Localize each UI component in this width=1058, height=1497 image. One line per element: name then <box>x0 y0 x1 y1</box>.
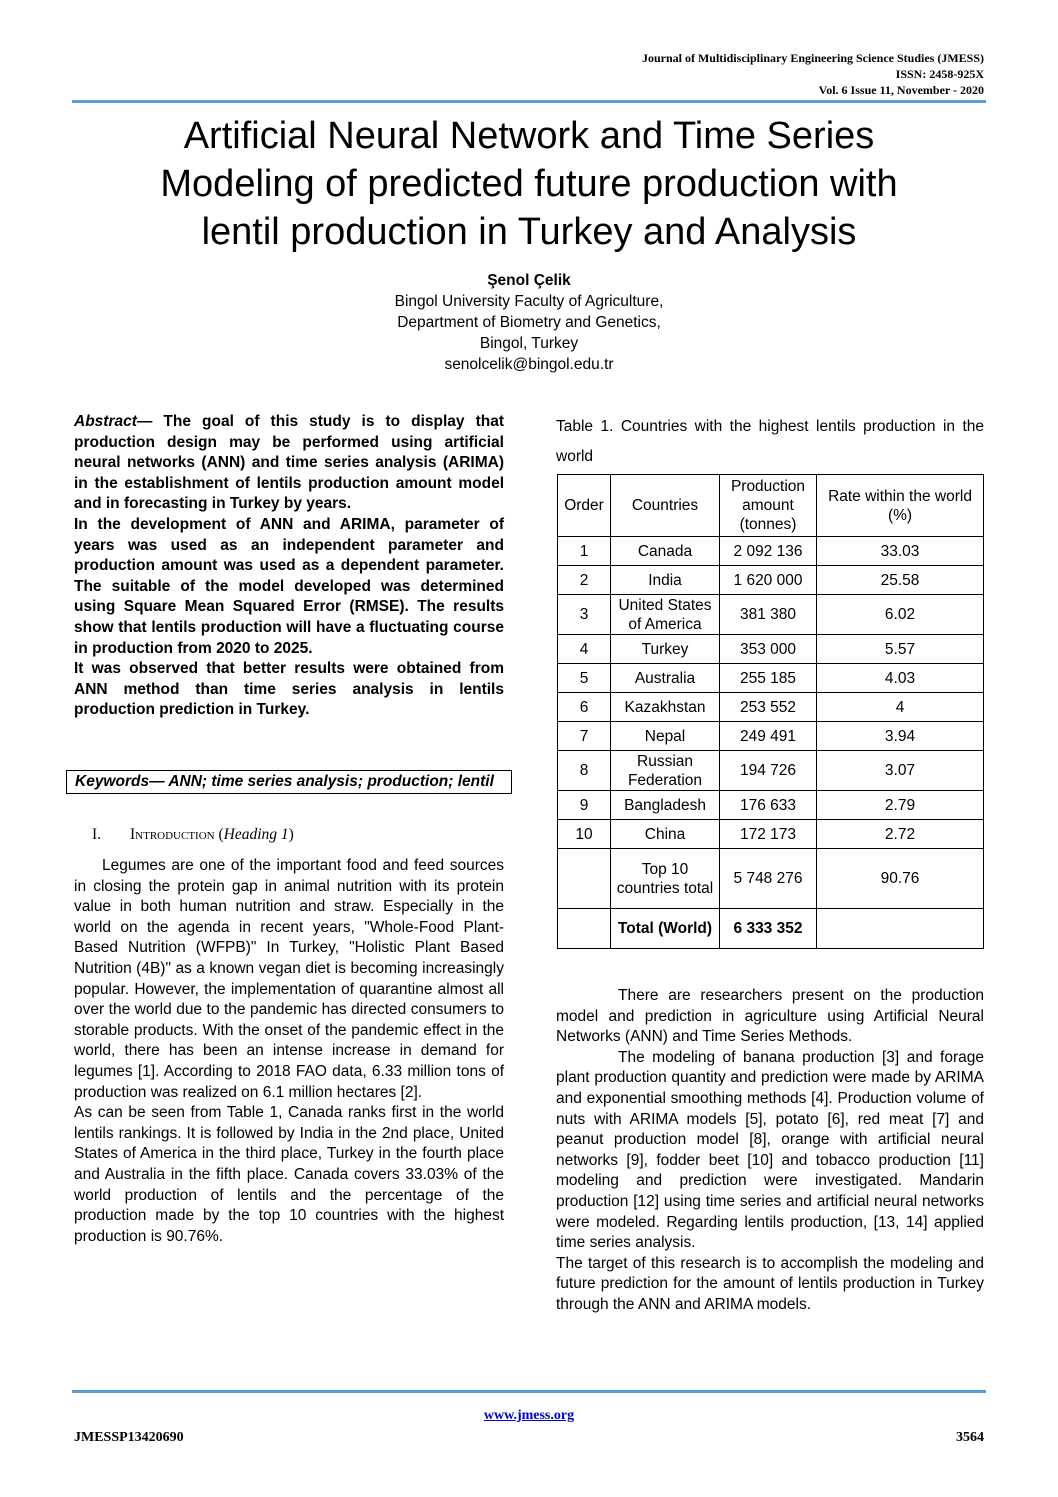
title-line-2: Modeling of predicted future production with <box>160 163 898 205</box>
cell-order <box>558 849 611 909</box>
cell-country: Australia <box>611 664 720 693</box>
journal-url-link[interactable]: www.jmess.org <box>483 1408 575 1423</box>
author-block <box>72 270 986 375</box>
journal-name: Journal of Multidisciplinary Engineering Science Studies (JMESS) <box>641 51 984 65</box>
table-1-caption: Table 1. Countries with the highest lentils production in the world <box>556 418 984 465</box>
cell-rate: 6.02 <box>817 595 984 635</box>
cell-amount: 381 380 <box>720 595 817 635</box>
section-note: Heading 1 <box>223 826 289 843</box>
table-row <box>558 722 984 751</box>
author-affiliation-1: Bingol University Faculty of Agriculture, <box>394 293 664 310</box>
cell-country: United States of America <box>611 595 720 635</box>
author-affiliation-3: Bingol, Turkey <box>479 335 579 352</box>
keywords-text: ANN; time series analysis; production; lentil <box>164 773 494 790</box>
paper-title <box>72 112 986 256</box>
abstract-paragraph-2: In the development of ANN and ARIMA, parameter of years was used as an independent parameter and production amount was used as a dependent parameter. The suitable of the model developed was determined using Square Mean Squared Error (RMSE). The results show that lentils production will have a fluctuating course in production from 2020 to 2025. <box>74 515 504 657</box>
right-paragraph-3: The target of this research is to accomplish the modeling and future prediction for the amount of lentils production in Turkey through the ANN and ARIMA models. <box>556 1254 984 1313</box>
header-order: Order <box>558 475 611 537</box>
cell-amount: 176 633 <box>720 791 817 820</box>
cell-order: 4 <box>558 635 611 664</box>
section-label: Introduction <box>130 826 215 843</box>
cell-rate: 3.94 <box>817 722 984 751</box>
cell-country: China <box>611 820 720 849</box>
header-rate: Rate within the world (%) <box>817 475 984 537</box>
cell-order: 8 <box>558 751 611 791</box>
cell-country: India <box>611 566 720 595</box>
right-column-body <box>556 986 984 1316</box>
keywords-lead: Keywords— <box>75 773 165 790</box>
title-line-3: lentil production in Turkey and Analysis <box>201 211 857 253</box>
cell-amount: 249 491 <box>720 722 817 751</box>
table-row-total <box>558 909 984 949</box>
table-row <box>558 537 984 566</box>
footer-divider <box>72 1390 986 1393</box>
abstract-lead: Abstract— <box>74 413 153 430</box>
cell-country: Russian Federation <box>611 751 720 791</box>
section-heading-introduction <box>92 826 294 844</box>
header-production-amount: Production amount (tonnes) <box>720 475 817 537</box>
cell-order: 1 <box>558 537 611 566</box>
cell-country: Bangladesh <box>611 791 720 820</box>
cell-rate: 2.72 <box>817 820 984 849</box>
article-id: JMESSP13420690 <box>74 1430 184 1445</box>
cell-amount: 255 185 <box>720 664 817 693</box>
header-divider <box>72 100 986 103</box>
table-1-body <box>558 537 984 949</box>
header-countries: Countries <box>611 475 720 537</box>
cell-rate: 4 <box>817 693 984 722</box>
cell-order <box>558 909 611 949</box>
cell-order: 9 <box>558 791 611 820</box>
table-row <box>558 791 984 820</box>
cell-order: 10 <box>558 820 611 849</box>
intro-paragraph-1: Legumes are one of the important food and feed sources in closing the protein gap in animal nutrition with its protein value in both human nutrition and straw. Especially in the world on the agenda in recent years, "Whole-Food Plant-Based Nutrition (WFPB)" In Turkey, "Holistic Plant Based Nutrition (4B)" as a known vegan diet is becoming increasingly popular. However, the implementation of quarantine almost all over the world due to the pandemic has directed consumers to storable products. With the onset of the pandemic effect in the world, there has been an intense increase in demand for legumes [1]. According to 2018 FAO data, 6.33 million tons of production was realized on 6.1 million hectares [2]. <box>74 857 504 1101</box>
cell-rate: 2.79 <box>817 791 984 820</box>
table-row <box>558 566 984 595</box>
cell-rate: 4.03 <box>817 664 984 693</box>
cell-amount: 6 333 352 <box>720 909 817 949</box>
cell-amount: 194 726 <box>720 751 817 791</box>
cell-rate: 25.58 <box>817 566 984 595</box>
table-row-top10 <box>558 849 984 909</box>
table-row <box>558 693 984 722</box>
cell-country: Total (World) <box>611 909 720 949</box>
journal-header <box>642 50 984 98</box>
cell-rate: 33.03 <box>817 537 984 566</box>
cell-country: Canada <box>611 537 720 566</box>
cell-order: 7 <box>558 722 611 751</box>
cell-order: 5 <box>558 664 611 693</box>
cell-rate <box>817 909 984 949</box>
cell-amount: 2 092 136 <box>720 537 817 566</box>
abstract <box>74 412 504 721</box>
cell-amount: 253 552 <box>720 693 817 722</box>
cell-country: Kazakhstan <box>611 693 720 722</box>
table-row <box>558 635 984 664</box>
cell-order: 3 <box>558 595 611 635</box>
cell-country: Nepal <box>611 722 720 751</box>
cell-order: 2 <box>558 566 611 595</box>
right-paragraph-2: The modeling of banana production [3] and forage plant production quantity and prediction were made by ARIMA and exponential smoothing methods [4]. Production volume of nuts with ARIMA models [5], potato [6], red meat [7] and peanut production model [8], orange with artificial neural networks [9], fodder beet [10] and tobacco production [11] modeling and prediction were investigated. Mandarin production [12] using time series and artificial neural networks were modeled. Regarding lentils production, [13, 14] applied time series analysis. <box>556 1048 984 1252</box>
abstract-paragraph-1: The goal of this study is to display that production design may be performed using artificial neural networks (ANN) and time series analysis (ARIMA) in the establishment of lentils production amount model and in forecasting in Turkey by years. <box>74 413 504 513</box>
table-1 <box>557 474 984 949</box>
table-row <box>558 595 984 635</box>
section-number: I. <box>92 826 102 843</box>
cell-amount: 353 000 <box>720 635 817 664</box>
abstract-paragraph-3: It was observed that better results were obtained from ANN method than time series analysis in lentils production prediction in Turkey. <box>74 660 504 719</box>
cell-order: 6 <box>558 693 611 722</box>
cell-rate: 5.57 <box>817 635 984 664</box>
intro-paragraph-2: As can be seen from Table 1, Canada ranks first in the world lentils rankings. It is followed by India in the 2nd place, United States of America in the third place, Turkey in the fourth place and Australia in the fifth place. Canada covers 33.03% of the world production of lentils and the percentage of the production made by the top 10 countries with the highest production is 90.76%. <box>74 1104 504 1245</box>
right-paragraph-1: There are researchers present on the production model and prediction in agriculture using Artificial Neural Networks (ANN) and Time Series Methods. <box>556 987 984 1046</box>
cell-amount: 1 620 000 <box>720 566 817 595</box>
author-email[interactable]: senolcelik@bingol.edu.tr <box>444 356 614 373</box>
table-row <box>558 664 984 693</box>
table-row <box>558 751 984 791</box>
journal-issn: ISSN: 2458-925X <box>895 67 984 81</box>
cell-rate: 3.07 <box>817 751 984 791</box>
cell-rate: 90.76 <box>817 849 984 909</box>
cell-amount: 172 173 <box>720 820 817 849</box>
author-name: Şenol Çelik <box>487 272 571 289</box>
table-row <box>558 820 984 849</box>
cell-amount: 5 748 276 <box>720 849 817 909</box>
cell-country: Top 10 countries total <box>611 849 720 909</box>
cell-country: Turkey <box>611 635 720 664</box>
keywords-box <box>66 770 512 794</box>
title-line-1: Artificial Neural Network and Time Series <box>183 115 875 157</box>
section-note-open: ( <box>218 826 224 843</box>
author-affiliation-2: Department of Biometry and Genetics, <box>397 314 661 331</box>
page-number: 3564 <box>956 1430 984 1445</box>
introduction-body <box>74 856 504 1247</box>
section-note-close: ) <box>288 826 294 843</box>
journal-volume: Vol. 6 Issue 11, November - 2020 <box>818 83 984 97</box>
